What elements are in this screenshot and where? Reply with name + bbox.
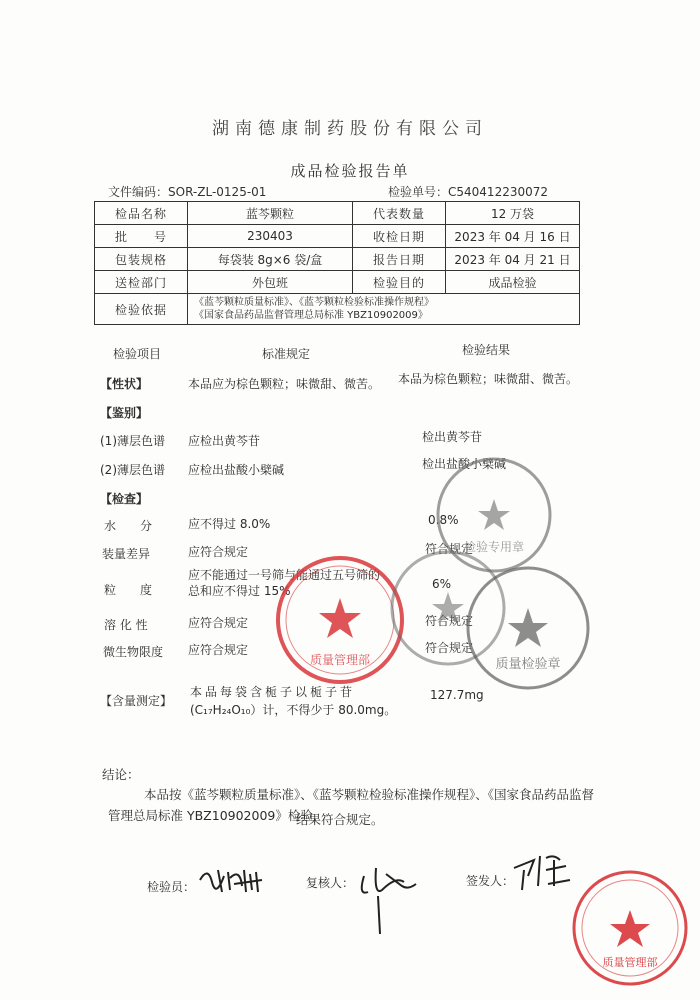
test-name: 溶 化 性 [104, 618, 148, 632]
test-name: 粒 度 [104, 583, 153, 597]
info-table [94, 201, 580, 325]
ident-item-standard: 应检出盐酸小檗碱 [188, 463, 285, 477]
conclusion-verdict: 结果符合规定。 [296, 812, 384, 827]
batch-label: 批 号 [95, 225, 188, 248]
issuer-label: 签发人： [466, 874, 515, 888]
quantity-value: 12 万袋 [446, 202, 580, 225]
report-number-value: C540412230072 [448, 185, 549, 199]
package-value: 每袋装 8g×6 袋/盒 [188, 248, 353, 271]
product-label: 检品名称 [95, 202, 188, 225]
received-date-label: 收检日期 [353, 225, 446, 248]
ident-item-name: (1)薄层色谱 [100, 434, 165, 448]
reviewer-signature [356, 856, 428, 938]
test-result: 6% [432, 577, 452, 591]
conclusion-label: 结论： [102, 767, 140, 782]
company-name: 湖南德康制药股份有限公司 [212, 119, 488, 139]
quantity-label: 代表数量 [353, 202, 446, 225]
char-result: 本品为棕色颗粒；味微甜、微苦。 [398, 372, 579, 386]
basis-line-1: 《蓝芩颗粒质量标准》、《蓝芩颗粒检验标准操作规程》 [194, 297, 434, 308]
purpose-label: 检验目的 [353, 271, 446, 294]
test-standard: 应符合规定 [188, 616, 249, 630]
file-code-value: SOR-ZL-0125-01 [168, 185, 267, 199]
ident-item-result: 检出盐酸小檗碱 [422, 457, 507, 471]
svg-text:质量管理部: 质量管理部 [309, 653, 371, 667]
test-result: 符合规定 [425, 641, 474, 655]
inspector-label: 检验员： [147, 880, 196, 894]
received-date-value: 2023 年 04 月 16 日 [446, 225, 580, 248]
ident-item-standard: 应检出黄芩苷 [188, 434, 261, 448]
report-number-label: 检验单号： [388, 185, 449, 199]
report-date-value: 2023 年 04 月 21 日 [446, 248, 580, 271]
char-standard: 本品应为棕色颗粒；味微甜、微苦。 [188, 377, 381, 391]
stamp1-text: 检验专用章 [463, 540, 525, 554]
dept-label: 送检部门 [95, 271, 188, 294]
test-result: 符合规定 [425, 614, 474, 628]
conclusion-text: 本品按《蓝芩颗粒质量标准》、《蓝芩颗粒检验标准操作规程》、《国家食品药品监督管理总局标准 YBZ10902009》检验， [108, 787, 595, 823]
table-row [95, 225, 580, 248]
inspector-signature [196, 862, 268, 900]
char-section-title: 【性状】 [100, 377, 149, 391]
ident-item-result: 检出黄芩苷 [422, 430, 483, 444]
batch-value: 230403 [188, 225, 353, 248]
test-standard: 应不能通过一号筛与能通过五号筛的总和应不得过 15% [188, 568, 381, 598]
assay-result: 127.7mg [430, 688, 484, 702]
basis-value [188, 294, 580, 325]
report-number [388, 183, 548, 200]
table-row [95, 202, 580, 225]
ident-section-title: 【鉴别】 [100, 406, 149, 420]
dept-value: 外包班 [188, 271, 353, 294]
test-standard: 应不得过 8.0% [188, 517, 271, 531]
test-section-title: 【检查】 [100, 492, 149, 506]
test-name: 装量差异 [102, 547, 151, 561]
table-row [95, 271, 580, 294]
test-name: 水 分 [104, 519, 153, 533]
purpose-value: 成品检验 [446, 271, 580, 294]
assay-standard-line-2: (C₁₇H₂₄O₁₀）计，不得少于 80.0mg。 [190, 703, 397, 717]
basis-line-2: 《国家食品药品监督管理总局标准 YBZ10902009》 [194, 310, 428, 321]
quality-management-seal [568, 866, 692, 990]
col-result-header: 检验结果 [462, 343, 511, 357]
assay-standard-line-1: 本品每袋含栀子以栀子苷 [190, 685, 356, 699]
quality-inspection-seal [462, 562, 594, 694]
table-row [95, 294, 580, 325]
reviewer-label: 复核人： [306, 876, 355, 890]
test-result: 0.8% [428, 513, 459, 527]
basis-label: 检验依据 [95, 294, 188, 325]
test-standard: 应符合规定 [188, 643, 249, 657]
test-name: 微生物限度 [103, 645, 164, 659]
file-code-label: 文件编码： [108, 185, 169, 199]
stamp3-text: 质量管理部 [602, 956, 658, 969]
col-item-header: 检验项目 [113, 347, 162, 361]
package-label: 包装规格 [95, 248, 188, 271]
ident-item-name: (2)薄层色谱 [100, 463, 165, 477]
assay-section-title: 【含量测定】 [100, 694, 173, 708]
file-code [108, 183, 266, 200]
product-value: 蓝芩颗粒 [188, 202, 353, 225]
test-standard: 应符合规定 [188, 545, 249, 559]
report-date-label: 报告日期 [353, 248, 446, 271]
stamp2-text: 质量检验章 [495, 657, 561, 672]
col-standard-header: 标准规定 [262, 347, 311, 361]
test-result: 符合规定 [425, 542, 474, 556]
document-title: 成品检验报告单 [290, 162, 410, 180]
table-row [95, 248, 580, 271]
